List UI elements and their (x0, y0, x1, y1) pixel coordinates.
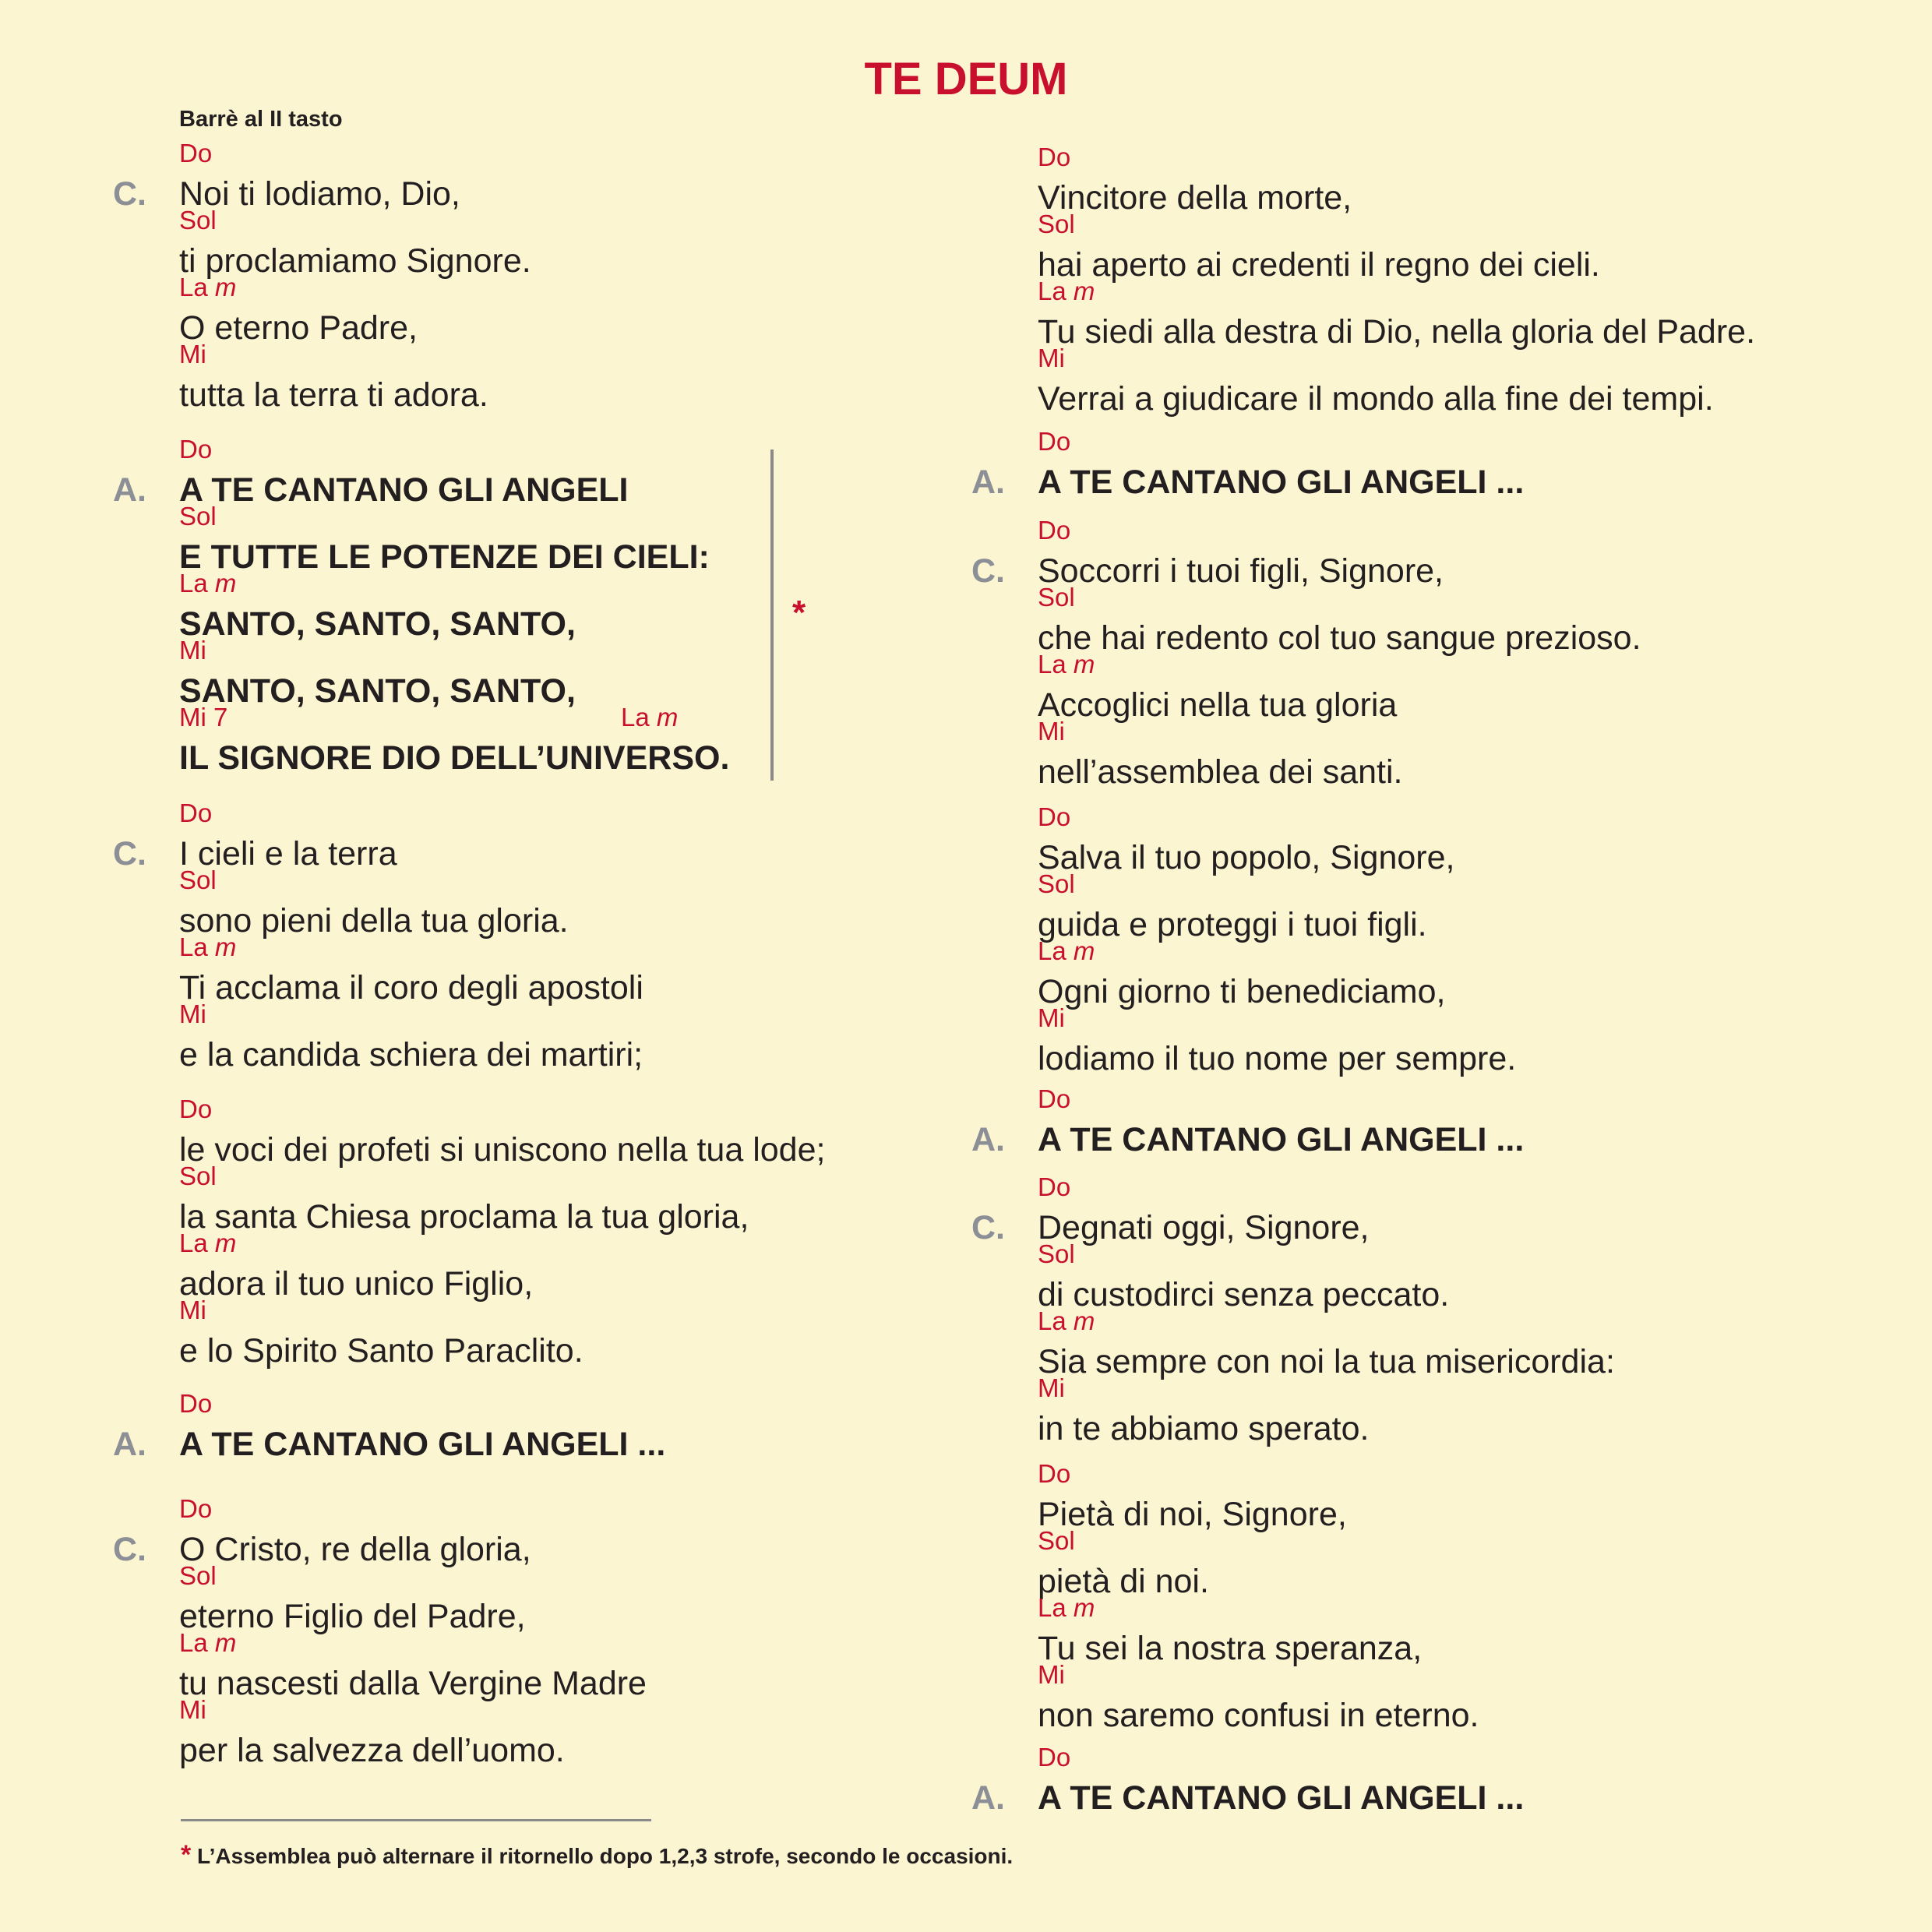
chord-mi: Mi (179, 999, 206, 1028)
lyric-line (1038, 1172, 1370, 1246)
lyric-text: tutta la terra ti adora. (179, 376, 488, 414)
lyric-line (1038, 516, 1444, 590)
chord-la-minor: La m (1038, 1593, 1095, 1622)
chord-do: Do (1038, 1743, 1071, 1772)
chord-mi: Mi (179, 340, 206, 368)
chord-sol: Sol (179, 502, 217, 531)
lyric-text: che hai redento col tuo sangue prezioso. (1038, 619, 1641, 657)
chord-la-minor: La m (179, 1229, 237, 1257)
lyric-text: Accoglici nella tua gloria (1038, 686, 1398, 724)
chord-do: Do (1038, 427, 1071, 456)
lyric-text: Soccorri i tuoi figli, Signore, (1038, 552, 1444, 590)
chord-la-minor: La m (621, 703, 679, 732)
lyric-text: Ogni giorno ti benediciamo, (1038, 973, 1446, 1010)
chord-la-minor: La m (179, 933, 237, 961)
lyric-line (1038, 802, 1455, 876)
lyric-line (1038, 1003, 1517, 1077)
chord-do: Do (1038, 143, 1071, 171)
lyric-line (179, 569, 576, 643)
lyric-text: tu nascesti dalla Vergine Madre (179, 1665, 647, 1702)
lyric-line (1038, 1373, 1370, 1447)
footnote (181, 1840, 1013, 1870)
assembly-label: A. (113, 1426, 146, 1463)
chord-la-minor: La m (179, 1628, 237, 1657)
chord-mi7: Mi 7 (179, 703, 228, 732)
chord-do: Do (179, 799, 213, 827)
lyric-line (179, 340, 488, 414)
lyric-text: Noi ti lodiamo, Dio, (179, 175, 460, 213)
chord-sol: Sol (179, 1561, 217, 1590)
lyric-text: Pietà di noi, Signore, (1038, 1496, 1347, 1533)
chord-mi: Mi (1038, 1660, 1065, 1689)
lyric-text: pietà di noi. (1038, 1563, 1209, 1600)
chord-do: Do (1038, 516, 1071, 545)
lyric-line (179, 502, 710, 576)
lyric-line (179, 1095, 826, 1169)
lyric-line (179, 139, 460, 213)
lyric-text: E TUTTE LE POTENZE DEI CIELI: (179, 538, 710, 576)
cantor-label: C. (113, 1531, 146, 1568)
lyric-line (179, 703, 730, 777)
lyric-line (1038, 1660, 1479, 1734)
refrain-bracket (770, 450, 774, 781)
lyric-line (1038, 583, 1641, 657)
chord-do: Do (179, 435, 213, 464)
lyric-text: I cieli e la terra (179, 835, 397, 873)
lyric-line (179, 1296, 583, 1370)
lyric-text: SANTO, SANTO, SANTO, (179, 672, 576, 710)
lyric-line (1038, 277, 1756, 351)
lyric-line (179, 435, 629, 509)
footnote-text: L’Assemblea può alternare il ritornello dopo 1,2,3 strofe, secondo le occasioni. (197, 1844, 1014, 1868)
footnote-asterisk: * (181, 1840, 192, 1870)
lyric-line (1038, 143, 1352, 217)
lyric-text: O eterno Padre, (179, 309, 418, 347)
cantor-label: C. (971, 1209, 1005, 1246)
lyric-text: hai aperto ai credenti il regno dei cieli. (1038, 246, 1600, 284)
lyric-text: O Cristo, re della gloria, (179, 1531, 531, 1568)
lyric-text: Tu siedi alla destra di Dio, nella gloria del Padre. (1038, 313, 1756, 351)
lyric-line (179, 1628, 647, 1702)
lyric-text: A TE CANTANO GLI ANGELI ... (179, 1426, 666, 1463)
lyric-line (179, 273, 418, 347)
lyric-line (1038, 210, 1600, 284)
chord-la-minor: La m (1038, 1306, 1095, 1335)
lyric-line (179, 1389, 666, 1463)
lyric-line (1038, 869, 1427, 943)
lyric-text: lodiamo il tuo nome per sempre. (1038, 1040, 1517, 1077)
lyric-line (1038, 1593, 1423, 1667)
chord-mi: Mi (179, 636, 206, 665)
chord-sol: Sol (179, 206, 217, 234)
lyric-text: le voci dei profeti si uniscono nella tua lode; (179, 1131, 826, 1169)
chord-mi: Mi (1038, 344, 1065, 372)
lyric-text: A TE CANTANO GLI ANGELI (179, 471, 629, 509)
assembly-label: A. (113, 471, 146, 509)
capo-note: Barrè al II tasto (179, 107, 343, 132)
chord-sol: Sol (1038, 1239, 1075, 1268)
lyric-text: Sia sempre con noi la tua misericordia: (1038, 1343, 1615, 1380)
lyric-text: IL SIGNORE DIO DELL’UNIVERSO. (179, 739, 730, 777)
chord-la-minor: La m (179, 273, 237, 301)
refrain-asterisk: * (792, 594, 806, 632)
lyric-text: Degnati oggi, Signore, (1038, 1209, 1370, 1246)
footnote-divider (181, 1819, 651, 1821)
lyric-line (1038, 1306, 1615, 1380)
chord-sol: Sol (1038, 1526, 1075, 1555)
lyric-text: di custodirci senza peccato. (1038, 1276, 1450, 1313)
chord-do: Do (1038, 802, 1071, 831)
chord-do: Do (1038, 1459, 1071, 1488)
chord-do: Do (179, 139, 213, 167)
lyric-text: in te abbiamo sperato. (1038, 1410, 1370, 1447)
chord-la-minor: La m (1038, 277, 1095, 305)
lyric-line (1038, 1084, 1525, 1158)
lyric-text: ti proclamiamo Signore. (179, 242, 531, 280)
lyric-line (179, 999, 643, 1074)
chord-sol: Sol (1038, 869, 1075, 898)
lyric-text: guida e proteggi i tuoi figli. (1038, 906, 1427, 943)
chord-do: Do (179, 1494, 213, 1523)
lyric-line (1038, 936, 1446, 1010)
chord-sol: Sol (1038, 583, 1075, 612)
chord-sol: Sol (179, 866, 217, 894)
chord-sol: Sol (1038, 210, 1075, 238)
assembly-label: A. (971, 464, 1005, 501)
chord-la-minor: La m (1038, 936, 1095, 965)
lyric-text: sono pieni della tua gloria. (179, 902, 569, 940)
cantor-label: C. (113, 835, 146, 873)
chord-do: Do (1038, 1084, 1071, 1113)
chord-do: Do (179, 1389, 213, 1418)
lyric-text: Tu sei la nostra speranza, (1038, 1630, 1423, 1667)
lyric-text: Verrai a giudicare il mondo alla fine dei tempi. (1038, 380, 1714, 418)
cantor-label: C. (113, 175, 146, 213)
lyric-text: nell’assemblea dei santi. (1038, 753, 1403, 791)
lyric-text: per la salvezza dell’uomo. (179, 1732, 565, 1769)
cantor-label: C. (971, 552, 1005, 590)
lyric-line (1038, 344, 1714, 418)
assembly-label: A. (971, 1121, 1005, 1158)
lyric-line (179, 1229, 534, 1303)
chord-do: Do (1038, 1172, 1071, 1201)
lyric-text: non saremo confusi in eterno. (1038, 1697, 1479, 1734)
lyric-text: e la candida schiera dei martiri; (179, 1036, 643, 1074)
lyric-text: e lo Spirito Santo Paraclito. (179, 1332, 583, 1370)
song-title: TE DEUM (864, 54, 1068, 104)
lyric-text: adora il tuo unico Figlio, (179, 1265, 534, 1303)
lyric-line (179, 866, 569, 940)
lyric-line (179, 1162, 749, 1236)
lyric-text: Vincitore della morte, (1038, 179, 1352, 217)
chord-do: Do (179, 1095, 213, 1123)
chord-la-minor: La m (1038, 650, 1095, 679)
lyric-text: eterno Figlio del Padre, (179, 1598, 526, 1635)
lyric-text: A TE CANTANO GLI ANGELI ... (1038, 1121, 1525, 1158)
chord-la-minor: La m (179, 569, 237, 598)
lyric-text: A TE CANTANO GLI ANGELI ... (1038, 1779, 1525, 1817)
chord-mi: Mi (179, 1695, 206, 1724)
lyric-text: Salva il tuo popolo, Signore, (1038, 839, 1455, 876)
lyric-line (1038, 1743, 1525, 1817)
lyric-text: la santa Chiesa proclama la tua gloria, (179, 1198, 749, 1236)
lyric-line (1038, 427, 1525, 501)
lyric-line (1038, 1459, 1347, 1533)
lyric-text: Ti acclama il coro degli apostoli (179, 969, 643, 1007)
lyric-line (179, 1494, 531, 1568)
lyric-line (179, 933, 643, 1007)
assembly-label: A. (971, 1779, 1005, 1817)
lyric-line (179, 1695, 565, 1769)
chord-mi: Mi (179, 1296, 206, 1324)
lyric-text: SANTO, SANTO, SANTO, (179, 605, 576, 643)
lyric-line (1038, 650, 1398, 724)
chord-sol: Sol (179, 1162, 217, 1190)
chord-mi: Mi (1038, 1373, 1065, 1402)
chord-mi: Mi (1038, 717, 1065, 746)
chord-mi: Mi (1038, 1003, 1065, 1032)
lyric-text: A TE CANTANO GLI ANGELI ... (1038, 464, 1525, 501)
lyric-line (1038, 717, 1403, 791)
lyric-line (1038, 1239, 1450, 1313)
lyric-line (179, 636, 576, 710)
